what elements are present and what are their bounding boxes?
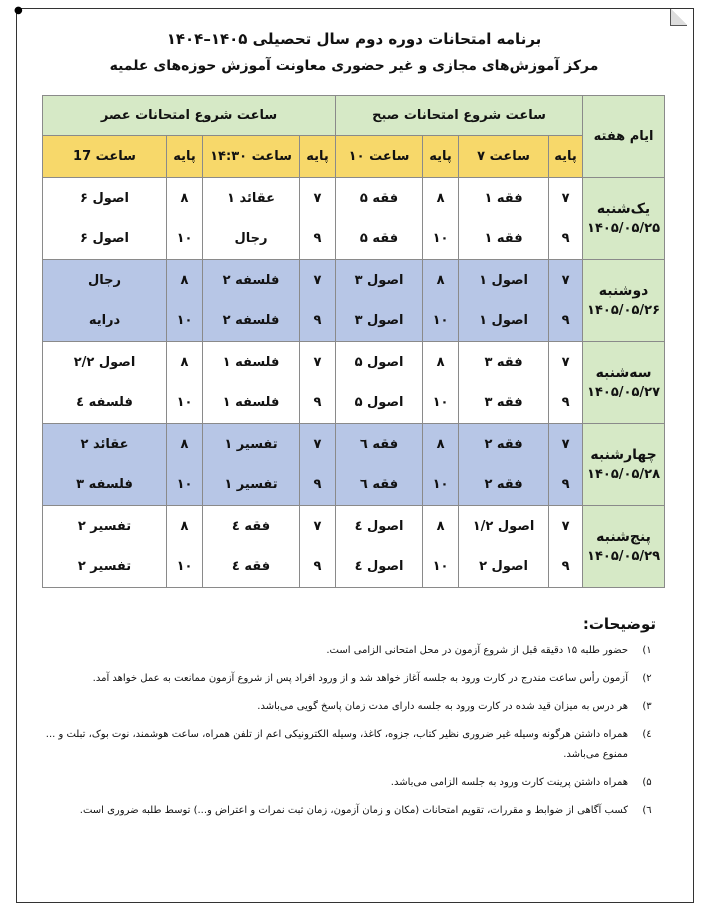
grade-cell: ۱۰ xyxy=(167,383,203,424)
notes-list xyxy=(30,641,656,821)
col-header: پایه xyxy=(423,136,459,178)
grade-cell: ۱۰ xyxy=(423,301,459,342)
subject-cell: درایه xyxy=(43,301,167,342)
subject-cell: اصول ۲ xyxy=(459,547,549,588)
subject-cell: اصول ۱/۲ xyxy=(459,506,549,547)
day-name: پنج‌شنبه xyxy=(596,529,651,545)
table-row xyxy=(43,178,665,219)
subject-cell: اصول ۳ xyxy=(336,260,423,301)
subject-cell: اصول ۵ xyxy=(336,383,423,424)
grade-cell: ۷ xyxy=(300,178,336,219)
day-name: چهارشنبه xyxy=(590,447,657,463)
grade-cell: ۹ xyxy=(549,219,583,260)
notes-section xyxy=(30,615,656,829)
subject-cell: رجال xyxy=(43,260,167,301)
col-header: ساعت ۱۰ xyxy=(336,136,423,178)
pin-icon: ● xyxy=(14,5,23,16)
days-header: ایام هفته xyxy=(583,96,665,178)
grade-cell: ۸ xyxy=(167,178,203,219)
subject-cell: فقه ۱ xyxy=(459,219,549,260)
grade-cell: ۷ xyxy=(300,260,336,301)
subject-cell: فلسفه ۳ xyxy=(43,465,167,506)
grade-cell: ۷ xyxy=(300,506,336,547)
subject-cell: فقه ٦ xyxy=(336,465,423,506)
subject-cell: فلسفه ۱ xyxy=(203,342,300,383)
grade-cell: ۸ xyxy=(167,260,203,301)
subject-cell: فقه ۲ xyxy=(459,465,549,506)
subject-cell: تفسیر ۲ xyxy=(43,506,167,547)
day-cell xyxy=(583,260,665,342)
grade-cell: ۷ xyxy=(549,506,583,547)
grade-cell: ۷ xyxy=(300,424,336,465)
note-number: ۳) xyxy=(642,701,652,712)
grade-cell: ۹ xyxy=(300,301,336,342)
grade-cell: ۹ xyxy=(549,465,583,506)
subject-cell: رجال xyxy=(203,219,300,260)
grade-cell: ۷ xyxy=(549,342,583,383)
grade-cell: ۸ xyxy=(423,342,459,383)
note-item xyxy=(30,801,656,821)
grade-cell: ۸ xyxy=(423,424,459,465)
subject-cell: تفسیر ۲ xyxy=(43,547,167,588)
note-number: ٦) xyxy=(642,805,652,816)
subject-cell: تفسیر ۱ xyxy=(203,465,300,506)
day-date: ۱۴۰۵/۰۵/۲۷ xyxy=(587,385,661,400)
grade-cell: ۹ xyxy=(300,219,336,260)
day-cell xyxy=(583,424,665,506)
grade-cell: ۹ xyxy=(549,383,583,424)
grade-cell: ۱۰ xyxy=(167,219,203,260)
col-header: پایه xyxy=(300,136,336,178)
col-header: ساعت ۷ xyxy=(459,136,549,178)
exam-schedule-table xyxy=(42,95,665,588)
grade-cell: ۸ xyxy=(423,260,459,301)
grade-cell: ۹ xyxy=(300,547,336,588)
grade-cell: ۹ xyxy=(300,383,336,424)
day-date: ۱۴۰۵/۰۵/۲۶ xyxy=(587,303,661,318)
grade-cell: ۸ xyxy=(423,178,459,219)
table-row xyxy=(43,506,665,547)
subject-cell: اصول ۱ xyxy=(459,301,549,342)
day-date: ۱۴۰۵/۰۵/۲۸ xyxy=(587,467,661,482)
subject-cell: فلسفه ۲ xyxy=(203,260,300,301)
grade-cell: ۷ xyxy=(300,342,336,383)
afternoon-header: ساعت شروع امتحانات عصر xyxy=(43,96,336,136)
grade-cell: ۱۰ xyxy=(423,383,459,424)
folded-corner xyxy=(670,9,687,26)
subject-cell: عقائد ۲ xyxy=(43,424,167,465)
table-row xyxy=(43,383,665,424)
day-cell xyxy=(583,342,665,424)
grade-cell: ۱۰ xyxy=(423,219,459,260)
day-date: ۱۴۰۵/۰۵/۲۵ xyxy=(587,221,661,236)
grade-cell: ۷ xyxy=(549,260,583,301)
subject-cell: اصول ۵ xyxy=(336,342,423,383)
day-cell xyxy=(583,506,665,588)
col-header: پایه xyxy=(549,136,583,178)
day-name: سه‌شنبه xyxy=(595,365,652,381)
note-text: کسب آگاهی از ضوابط و مقررات، تقویم امتحانات (مکان و زمان آزمون، زمان ثبت نمرات و اعتراض و...) توسط طلبه ضروری است. xyxy=(79,805,628,816)
note-item xyxy=(30,697,656,717)
note-text: همراه داشتن پرینت کارت ورود به جلسه الزامی می‌باشد. xyxy=(390,777,628,788)
subject-cell: فلسفه ۱ xyxy=(203,383,300,424)
page-title: برنامه امتحانات دوره دوم سال تحصیلی ۱۴۰۵–۱۴۰۴ xyxy=(166,30,542,48)
grade-cell: ۸ xyxy=(423,506,459,547)
note-number: ۲) xyxy=(642,673,652,684)
subject-cell: فقه ۳ xyxy=(459,342,549,383)
grade-cell: ۱۰ xyxy=(423,547,459,588)
note-text: حضور طلبه ۱۵ دقیقه قبل از شروع آزمون در محل امتحانی الزامی است. xyxy=(326,645,628,656)
table-row xyxy=(43,465,665,506)
morning-header: ساعت شروع امتحانات صبح xyxy=(336,96,583,136)
subject-cell: فقه ۲ xyxy=(459,424,549,465)
table-row xyxy=(43,424,665,465)
note-number: ۵) xyxy=(642,777,652,788)
subject-cell: فقه ٤ xyxy=(203,506,300,547)
subject-cell: اصول ۶ xyxy=(43,178,167,219)
note-text: هر درس به میزان قید شده در کارت ورود به جلسه دارای مدت زمان پاسخ گویی می‌باشد. xyxy=(257,701,628,712)
subject-cell: اصول ٤ xyxy=(336,506,423,547)
subject-cell: فقه ۵ xyxy=(336,178,423,219)
day-name: دوشنبه xyxy=(598,283,649,299)
page-subtitle: مرکز آموزش‌های مجازی و غیر حضوری معاونت آموزش حوزه‌های علمیه xyxy=(109,58,599,74)
grade-cell: ۷ xyxy=(549,424,583,465)
note-item xyxy=(30,669,656,689)
subject-cell: فلسفه ٤ xyxy=(43,383,167,424)
grade-cell: ۸ xyxy=(167,342,203,383)
subject-cell: فقه ۳ xyxy=(459,383,549,424)
notes-title: توضیحات: xyxy=(582,615,656,633)
note-item xyxy=(30,725,656,765)
note-number: ٤) xyxy=(642,729,652,740)
note-text: آزمون رأس ساعت مندرج در کارت ورود به جلسه آغاز خواهد شد و از ورود افراد پس از شروع آزمون ممانعت به عمل خواهد آمد. xyxy=(92,673,628,684)
grade-cell: ۱۰ xyxy=(423,465,459,506)
grade-cell: ۸ xyxy=(167,506,203,547)
day-cell xyxy=(583,178,665,260)
note-item xyxy=(30,773,656,793)
subject-cell: اصول ۱ xyxy=(459,260,549,301)
subject-cell: اصول ٤ xyxy=(336,547,423,588)
subject-cell: اصول ۶ xyxy=(43,219,167,260)
note-item xyxy=(30,641,656,661)
table-row xyxy=(43,219,665,260)
table-row xyxy=(43,301,665,342)
grade-cell: ۱۰ xyxy=(167,465,203,506)
grade-cell: ۹ xyxy=(300,465,336,506)
subject-cell: فقه ٤ xyxy=(203,547,300,588)
grade-cell: ۹ xyxy=(549,547,583,588)
subject-cell: تفسیر ۱ xyxy=(203,424,300,465)
subject-cell: فقه ۱ xyxy=(459,178,549,219)
grade-cell: ۱۰ xyxy=(167,547,203,588)
table-row xyxy=(43,260,665,301)
day-date: ۱۴۰۵/۰۵/۲۹ xyxy=(587,549,661,564)
subject-cell: عقائد ۱ xyxy=(203,178,300,219)
table-row xyxy=(43,547,665,588)
subject-cell: اصول ۲/۲ xyxy=(43,342,167,383)
subject-cell: فلسفه ۲ xyxy=(203,301,300,342)
grade-cell: ۸ xyxy=(167,424,203,465)
col-header: ساعت ۱۴:۳۰ xyxy=(203,136,300,178)
grade-cell: ۹ xyxy=(549,301,583,342)
subject-cell: اصول ۳ xyxy=(336,301,423,342)
day-name: یک‌شنبه xyxy=(596,201,651,217)
grade-cell: ۱۰ xyxy=(167,301,203,342)
col-header: پایه xyxy=(167,136,203,178)
subject-cell: فقه ٦ xyxy=(336,424,423,465)
col-header: ساعت 17 xyxy=(43,136,167,178)
grade-cell: ۷ xyxy=(549,178,583,219)
note-number: ۱) xyxy=(642,645,652,656)
subject-cell: فقه ۵ xyxy=(336,219,423,260)
table-row xyxy=(43,342,665,383)
note-text: همراه داشتن هرگونه وسیله غیر ضروری نظیر کتاب، جزوه، کاغذ، وسیله الکترونیکی اعم از تلفن همراه، ساعت هوشمند، نوت بوک، تبلت و ... ممنوع می‌باشد. xyxy=(45,729,628,760)
